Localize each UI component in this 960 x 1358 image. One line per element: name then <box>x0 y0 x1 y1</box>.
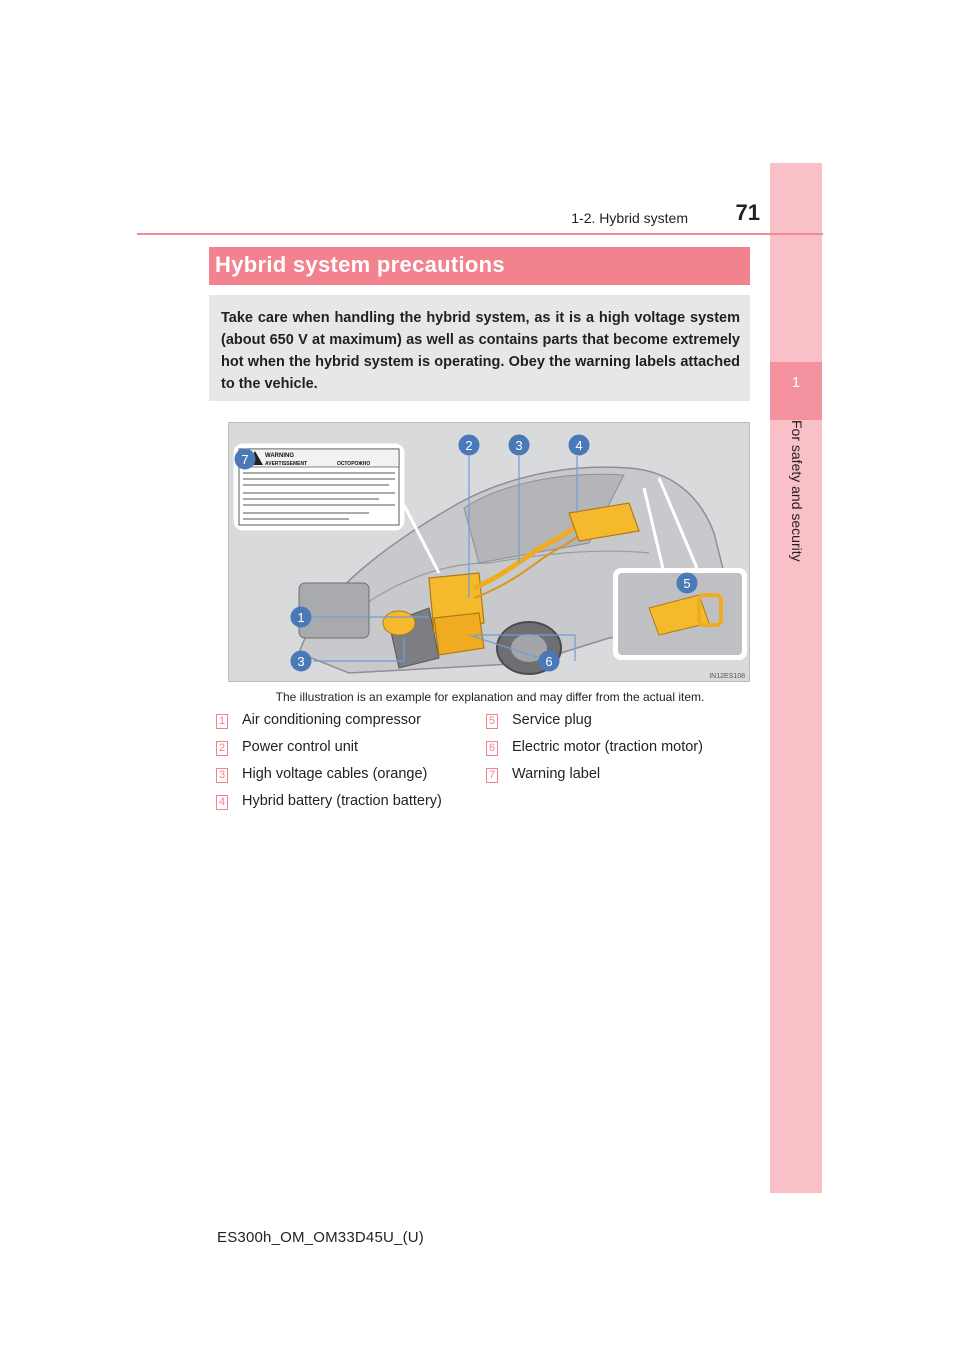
warning-label-heading-ru: ОСТОРОЖНО <box>337 461 371 467</box>
legend-number: 4 <box>216 795 228 810</box>
callout-4: 4 <box>575 438 583 453</box>
page-title: Hybrid system precautions <box>215 252 505 277</box>
legend-text: Service plug <box>512 712 592 728</box>
legend-text: Warning label <box>512 766 601 782</box>
legend-number: 6 <box>486 741 498 756</box>
figure-caption: The illustration is an example for explanation and may differ from the actual item. <box>275 690 705 704</box>
legend-number: 3 <box>216 768 228 783</box>
image-code: IN12ES108 <box>709 673 745 680</box>
legend-text: Air conditioning compressor <box>242 712 421 728</box>
side-tab-active-chapter <box>770 362 822 420</box>
intro-text: Take care when handling the hybrid system, as it is a high voltage system (about 650 V at maximum) as well as contains parts that become extremely hot when the hybrid system is operating. Obey the warning labels attached to the vehicle. <box>221 310 740 392</box>
chapter-number: 1 <box>791 374 801 391</box>
car-illustration <box>229 423 750 682</box>
section-label: 1-2. Hybrid system <box>571 210 688 226</box>
section-title-bar <box>209 247 750 285</box>
legend-number: 1 <box>216 714 228 729</box>
hybrid-system-illustration <box>228 422 750 682</box>
legend-number: 2 <box>216 741 228 756</box>
callout-6: 6 <box>545 654 553 669</box>
chapter-title: For safety and security <box>789 420 805 562</box>
legend-text: Hybrid battery (traction battery) <box>242 793 442 809</box>
warning-label-heading: WARNING <box>265 453 294 459</box>
legend-text: Power control unit <box>242 739 359 755</box>
legend-number: 5 <box>486 714 498 729</box>
header-rule <box>137 233 823 235</box>
callout-3-bottom: 3 <box>297 654 305 669</box>
warning-label-heading-fr: AVERTISSEMENT <box>265 461 308 467</box>
callout-7: 7 <box>241 452 249 467</box>
document-footer: ES300h_OM_OM33D45U_(U) <box>217 1229 424 1246</box>
callout-3-top: 3 <box>515 438 523 453</box>
intro-box <box>209 295 750 401</box>
page-number: 71 <box>735 200 760 225</box>
chapter-label-container <box>770 420 822 720</box>
legend-number: 7 <box>486 768 498 783</box>
legend-text: High voltage cables (orange) <box>242 766 428 782</box>
callout-2: 2 <box>465 438 473 453</box>
callout-1: 1 <box>297 610 305 625</box>
legend-text: Electric motor (traction motor) <box>512 739 703 755</box>
callout-5: 5 <box>683 576 691 591</box>
